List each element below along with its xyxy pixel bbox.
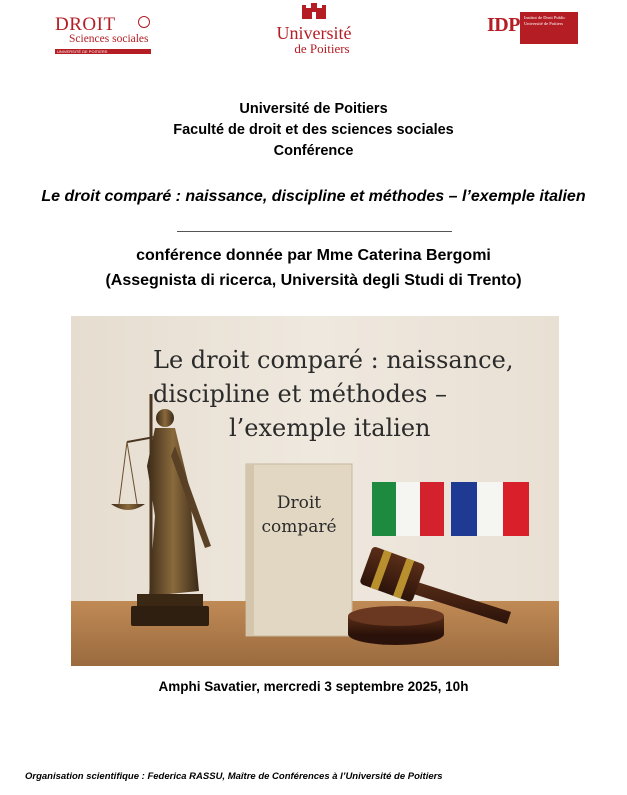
universite-de-poitiers-logo	[268, 2, 360, 56]
logo-univ-line2: de Poitiers	[294, 41, 350, 56]
speaker-line: conférence donnée par Mme Caterina Bergomi	[136, 247, 491, 264]
droit-sciences-sociales-logo	[55, 14, 153, 54]
conference-title: Le droit comparé : naissance, discipline et méthodes – l’exemple italien	[41, 188, 586, 205]
logo-idp-box	[520, 12, 578, 44]
book-line1: Droit	[276, 493, 322, 513]
university-name: Université de Poitiers	[239, 101, 388, 117]
organisation-note: Organisation scientifique : Federica RASSU, Maître de Conférences à l’Université de Poitiers	[25, 771, 443, 782]
logo-droit-line1: DROIT	[55, 14, 116, 35]
picture-title-line3: l’exemple italien	[229, 414, 431, 442]
event-type: Conférence	[273, 143, 354, 159]
logo-droit-line2: Sciences sociales	[69, 33, 149, 45]
logo-droit-bar	[55, 49, 151, 54]
divider	[177, 231, 452, 232]
logo-idp-abbr: IDP	[487, 14, 520, 36]
logo-idp-box-text: Institut de Droit Public Université de Poitiers	[524, 15, 566, 26]
logo-droit-bar-text: UNIVERSITÉ DE POITIERS	[57, 49, 108, 54]
italy-flag-icon	[372, 482, 444, 536]
venue-date: Amphi Savatier, mercredi 3 septembre 2025, 10h	[158, 679, 469, 694]
picture-title-line2: discipline et méthodes –	[153, 380, 447, 408]
speaker-affiliation: (Assegnista di ricerca, Università degli Studi di Trento)	[105, 272, 522, 289]
seal-icon	[138, 16, 150, 28]
book-line2: comparé	[261, 517, 337, 537]
book-droit-compare	[246, 464, 352, 636]
conference-illustration	[71, 316, 559, 666]
france-flag-icon	[451, 482, 529, 536]
logo-univ-line1: Université	[276, 23, 352, 43]
idp-logo	[487, 12, 579, 48]
faculty-name: Faculté de droit et des sciences sociales	[173, 122, 454, 138]
crest-icon	[301, 2, 327, 20]
picture-title-line1: Le droit comparé : naissance,	[153, 346, 514, 374]
